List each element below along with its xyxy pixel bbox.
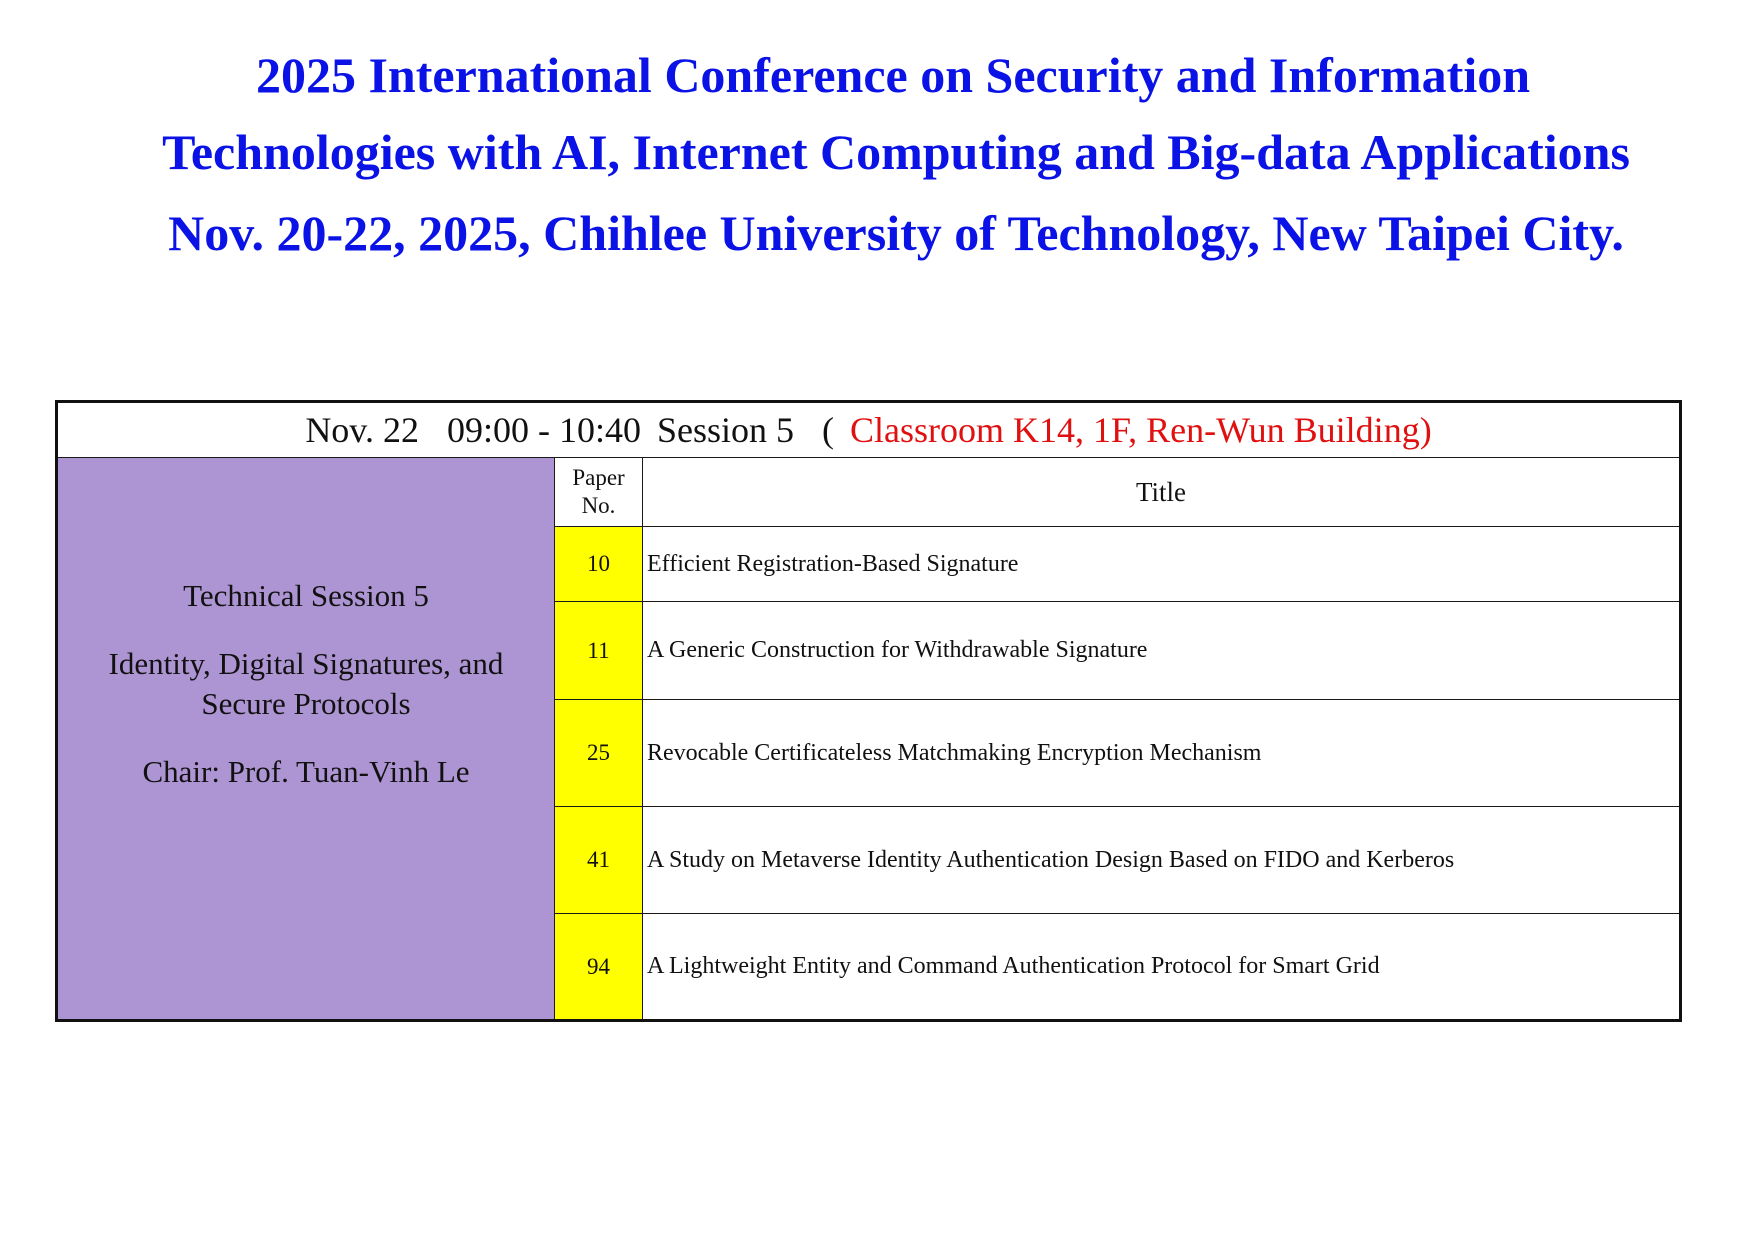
session-schedule-table [55, 400, 1682, 1022]
conference-title-line-2: Technologies with AI, Internet Computing and Big-data Applications [162, 124, 1630, 180]
paper-title: A Study on Metaverse Identity Authentication Design Based on FIDO and Kerberos [643, 807, 1681, 914]
column-header-title: Title [643, 458, 1681, 527]
session-topic-line-2: Secure Protocols [201, 685, 411, 721]
paper-number: 41 [555, 807, 643, 914]
paper-number: 94 [555, 914, 643, 1021]
session-topic-line-1: Identity, Digital Signatures, and [108, 645, 504, 681]
session-chair: Chair: Prof. Tuan-Vinh Le [142, 753, 470, 789]
paper-title: Efficient Registration-Based Signature [643, 527, 1681, 602]
session-date: Nov. 22 [305, 410, 419, 450]
paper-number: 11 [555, 602, 643, 700]
column-header-paper-no [555, 458, 643, 527]
session-info-panel [57, 458, 555, 1021]
session-location: Classroom K14, 1F, Ren-Wun Building) [850, 410, 1432, 450]
conference-date-venue: Nov. 20-22, 2025, Chihlee University of Technology, New Taipei City. [168, 205, 1624, 261]
open-paren: ( [822, 410, 835, 450]
column-header-paper-no-line-1: Paper [572, 465, 625, 490]
column-header-paper-no-line-2: No. [581, 493, 616, 518]
paper-number: 10 [555, 527, 643, 602]
paper-title: A Generic Construction for Withdrawable Signature [643, 602, 1681, 700]
session-label: Technical Session 5 [183, 577, 429, 613]
paper-number: 25 [555, 700, 643, 807]
session-time: 09:00 - 10:40 [446, 410, 641, 450]
column-header-row [57, 458, 1681, 527]
paper-title: A Lightweight Entity and Command Authentication Protocol for Smart Grid [643, 914, 1681, 1021]
session-banner-row [57, 402, 1681, 458]
conference-title-line-1: 2025 International Conference on Security and Information [255, 47, 1531, 103]
session-banner [57, 402, 1681, 458]
paper-title: Revocable Certificateless Matchmaking Encryption Mechanism [643, 700, 1681, 807]
session-name: Session 5 [656, 410, 795, 450]
